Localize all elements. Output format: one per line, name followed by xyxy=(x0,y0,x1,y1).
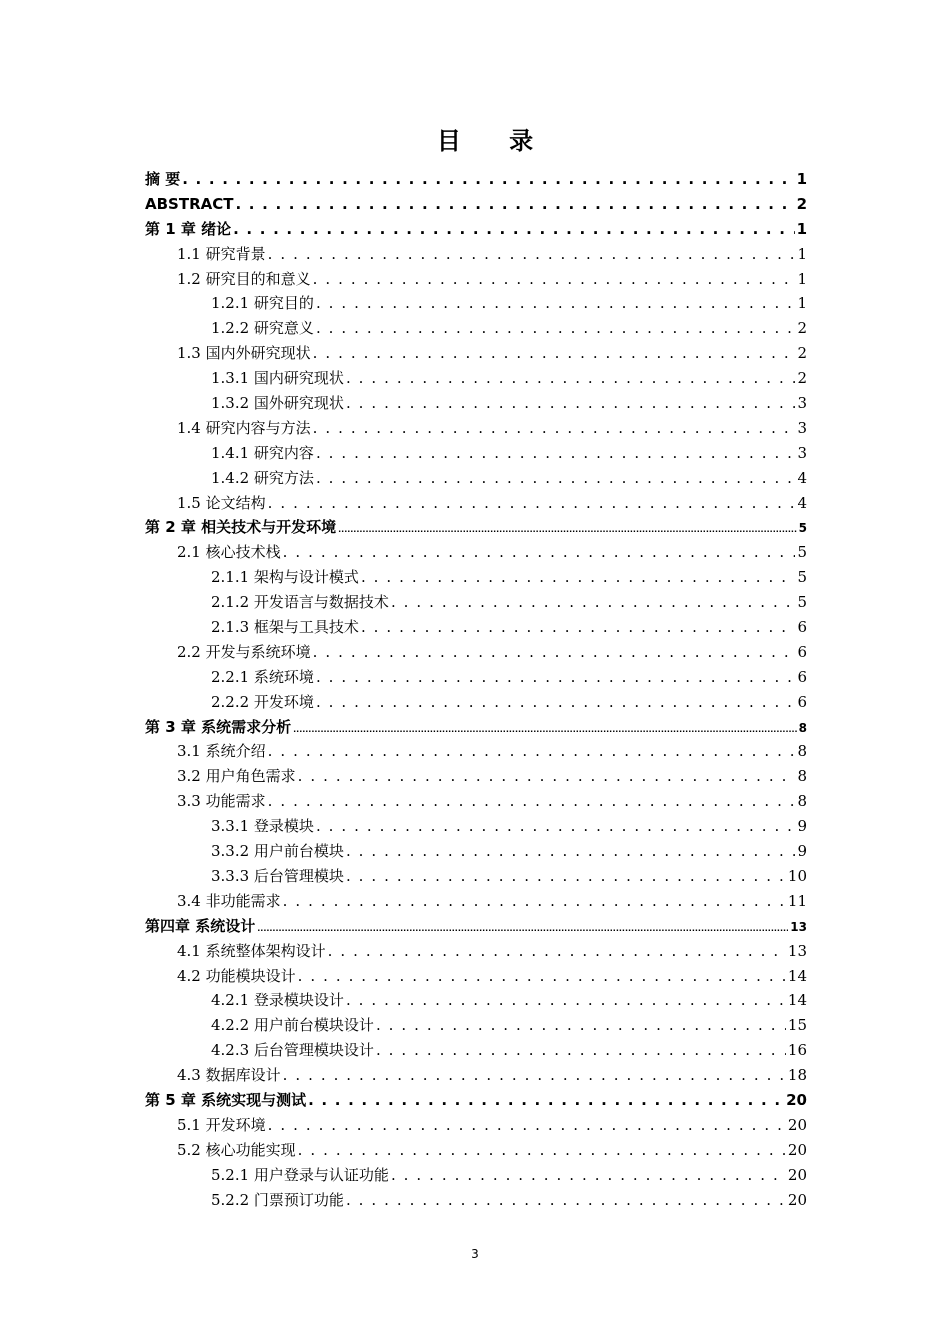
toc-entry-label: 第 1 章 绪论 xyxy=(145,219,232,238)
toc-entry[interactable] xyxy=(145,864,807,889)
toc-entry[interactable] xyxy=(145,814,807,839)
toc-entry[interactable] xyxy=(145,441,807,466)
toc-entry-label: 5.1 开发环境 xyxy=(177,1115,266,1134)
toc-entry-page: 6 xyxy=(797,667,807,686)
toc-entry-page: 10 xyxy=(787,866,807,885)
toc-leader-dots xyxy=(316,814,796,839)
toc-entry-page: 1 xyxy=(797,294,807,313)
toc-leader-dots xyxy=(346,864,786,889)
toc-entry-page: 11 xyxy=(787,891,807,910)
toc-entry[interactable] xyxy=(145,665,807,690)
toc-entry-label: 4.2.1 登录模块设计 xyxy=(211,991,344,1010)
toc-entry[interactable] xyxy=(145,1163,807,1188)
toc-entry[interactable] xyxy=(145,988,807,1013)
toc-entry-page: 14 xyxy=(787,991,807,1010)
toc-entry-label: 1.4 研究内容与方法 xyxy=(177,418,311,437)
toc-entry[interactable] xyxy=(145,1113,807,1138)
toc-entry-label: ABSTRACT xyxy=(145,194,234,213)
toc-entry-page: 2 xyxy=(797,369,807,388)
toc-entry-page: 8 xyxy=(797,792,807,811)
toc-entry[interactable] xyxy=(145,416,807,441)
toc-leader-dots xyxy=(283,889,786,914)
toc-entry-page: 3 xyxy=(797,394,807,413)
toc-leader-dots xyxy=(391,590,796,615)
toc-entry-label: 4.1 系统整体架构设计 xyxy=(177,941,326,960)
toc-entry-label: 3.1 系统介绍 xyxy=(177,742,266,761)
toc-entry-label: 4.2.2 用户前台模块设计 xyxy=(211,1016,374,1035)
toc-entry[interactable] xyxy=(145,1188,807,1213)
toc-entry-label: 2.1.2 开发语言与数据技术 xyxy=(211,593,389,612)
toc-entry[interactable] xyxy=(145,242,807,267)
toc-leader-dots xyxy=(338,515,797,540)
toc-entry[interactable] xyxy=(145,217,807,242)
toc-entry[interactable] xyxy=(145,739,807,764)
toc-entry-label: 1.2 研究目的和意义 xyxy=(177,269,311,288)
toc-entry-label: 2.2 开发与系统环境 xyxy=(177,642,311,661)
toc-entry-page: 13 xyxy=(790,919,807,934)
toc-leader-dots xyxy=(391,1163,786,1188)
toc-entry-page: 9 xyxy=(797,817,807,836)
toc-entry-page: 2 xyxy=(797,344,807,363)
toc-entry-label: 1.3 国内外研究现状 xyxy=(177,344,311,363)
toc-entry-label: 1.2.2 研究意义 xyxy=(211,319,314,338)
toc-entry-page: 1 xyxy=(797,269,807,288)
toc-entry-label: 3.3.3 后台管理模块 xyxy=(211,866,344,885)
toc-entry[interactable] xyxy=(145,764,807,789)
toc-entry[interactable] xyxy=(145,540,807,565)
toc-entry[interactable] xyxy=(145,1063,807,1088)
toc-entry-label: 3.3.1 登录模块 xyxy=(211,817,314,836)
toc-entry[interactable] xyxy=(145,366,807,391)
toc-entry[interactable] xyxy=(145,839,807,864)
toc-entry[interactable] xyxy=(145,914,807,939)
toc-entry[interactable] xyxy=(145,964,807,989)
toc-entry-page: 1 xyxy=(796,219,807,238)
toc-entry-label: 2.2.1 系统环境 xyxy=(211,667,314,686)
toc-leader-dots xyxy=(316,316,796,341)
toc-entry-label: 2.1 核心技术栈 xyxy=(177,543,281,562)
toc-leader-dots xyxy=(182,167,794,192)
toc-entry-label: 5.2 核心功能实现 xyxy=(177,1140,296,1159)
toc-entry-page: 3 xyxy=(797,418,807,437)
toc-title: 目 录 xyxy=(436,127,554,155)
toc-entry[interactable] xyxy=(145,341,807,366)
toc-entry-page: 1 xyxy=(796,170,807,188)
toc-leader-dots xyxy=(268,242,796,267)
toc-entry-label: 4.2 功能模块设计 xyxy=(177,966,296,985)
toc-entry-page: 20 xyxy=(787,1165,807,1184)
toc-entry-page: 5 xyxy=(797,593,807,612)
toc-entry[interactable] xyxy=(145,391,807,416)
toc-leader-dots xyxy=(313,416,796,441)
toc-entry-label: 4.2.3 后台管理模块设计 xyxy=(211,1041,374,1060)
toc-leader-dots xyxy=(316,291,796,316)
toc-leader-dots xyxy=(298,964,786,989)
toc-entry[interactable] xyxy=(145,167,807,192)
page-number: 3 xyxy=(471,1247,479,1261)
toc-entry[interactable] xyxy=(145,192,807,217)
toc-entry-label: 3.2 用户角色需求 xyxy=(177,767,296,786)
toc-entry[interactable] xyxy=(145,1013,807,1038)
toc-leader-dots xyxy=(313,267,796,292)
toc-entry[interactable] xyxy=(145,291,807,316)
toc-entry-page: 2 xyxy=(796,194,807,213)
toc-entry-label: 5.2.1 用户登录与认证功能 xyxy=(211,1165,389,1184)
table-of-contents xyxy=(145,167,807,1212)
toc-leader-dots xyxy=(268,789,796,814)
toc-entry-label: 2.1.1 架构与设计模式 xyxy=(211,568,359,587)
toc-leader-dots xyxy=(283,540,796,565)
toc-entry-page: 4 xyxy=(797,493,807,512)
toc-entry-label: 3.3 功能需求 xyxy=(177,792,266,811)
toc-entry-label: 2.2.2 开发环境 xyxy=(211,692,314,711)
toc-entry-label: 1.2.1 研究目的 xyxy=(211,294,314,313)
toc-leader-dots xyxy=(313,640,796,665)
toc-leader-dots xyxy=(361,565,796,590)
toc-entry-label: 摘 要 xyxy=(145,170,181,188)
toc-entry[interactable] xyxy=(145,1138,807,1163)
toc-leader-dots xyxy=(283,1063,786,1088)
toc-leader-dots xyxy=(346,1188,786,1213)
toc-leader-dots xyxy=(268,491,796,516)
toc-entry-page: 14 xyxy=(787,966,807,985)
toc-entry-page: 16 xyxy=(787,1041,807,1060)
toc-entry-label: 3.4 非功能需求 xyxy=(177,891,281,910)
toc-entry-label: 1.4.1 研究内容 xyxy=(211,443,314,462)
toc-entry-page: 4 xyxy=(797,468,807,487)
toc-entry-label: 5.2.2 门票预订功能 xyxy=(211,1190,344,1209)
toc-leader-dots xyxy=(308,1088,784,1113)
toc-entry[interactable] xyxy=(145,267,807,292)
toc-entry[interactable] xyxy=(145,565,807,590)
toc-entry-label: 第 5 章 系统实现与测试 xyxy=(145,1090,307,1109)
toc-entry-page: 18 xyxy=(787,1066,807,1085)
toc-leader-dots xyxy=(298,764,796,789)
toc-entry-page: 20 xyxy=(787,1190,807,1209)
toc-entry-page: 1 xyxy=(797,244,807,263)
toc-entry-page: 5 xyxy=(797,568,807,587)
toc-leader-dots xyxy=(316,690,796,715)
toc-entry-label: 2.1.3 框架与工具技术 xyxy=(211,618,359,637)
toc-entry-label: 第 2 章 相关技术与开发环境 xyxy=(145,518,337,537)
toc-entry-page: 8 xyxy=(797,767,807,786)
toc-entry[interactable] xyxy=(145,515,807,540)
toc-entry-page: 20 xyxy=(787,1140,807,1159)
toc-entry[interactable] xyxy=(145,1038,807,1063)
toc-entry-label: 1.5 论文结构 xyxy=(177,493,266,512)
toc-entry[interactable] xyxy=(145,889,807,914)
toc-entry[interactable] xyxy=(145,789,807,814)
toc-entry-page: 8 xyxy=(797,742,807,761)
toc-entry-page: 6 xyxy=(797,618,807,637)
toc-leader-dots xyxy=(346,839,796,864)
toc-entry-page: 6 xyxy=(797,642,807,661)
toc-entry-page: 3 xyxy=(797,443,807,462)
toc-entry-label: 4.3 数据库设计 xyxy=(177,1066,281,1085)
toc-entry[interactable] xyxy=(145,1088,807,1113)
toc-entry[interactable] xyxy=(145,615,807,640)
toc-entry-label: 1.1 研究背景 xyxy=(177,244,266,263)
toc-entry-label: 1.3.2 国外研究现状 xyxy=(211,394,344,413)
toc-leader-dots xyxy=(298,1138,786,1163)
toc-entry[interactable] xyxy=(145,491,807,516)
toc-entry-page: 13 xyxy=(787,941,807,960)
toc-entry[interactable] xyxy=(145,715,807,740)
toc-leader-dots xyxy=(376,1038,786,1063)
toc-leader-dots xyxy=(346,366,796,391)
toc-leader-dots xyxy=(268,739,796,764)
toc-leader-dots xyxy=(316,441,796,466)
toc-leader-dots xyxy=(235,192,794,217)
toc-leader-dots xyxy=(313,341,796,366)
toc-entry-page: 20 xyxy=(786,1090,807,1109)
toc-entry-label: 第 3 章 系统需求分析 xyxy=(145,717,292,736)
toc-entry-label: 3.3.2 用户前台模块 xyxy=(211,842,344,861)
toc-entry-page: 5 xyxy=(798,521,807,536)
toc-leader-dots xyxy=(376,1013,786,1038)
toc-entry[interactable] xyxy=(145,690,807,715)
toc-leader-dots xyxy=(268,1113,786,1138)
toc-entry-page: 20 xyxy=(787,1115,807,1134)
toc-leader-dots xyxy=(257,914,788,939)
toc-leader-dots xyxy=(346,988,786,1013)
toc-leader-dots xyxy=(328,939,786,964)
toc-leader-dots xyxy=(316,665,796,690)
toc-leader-dots xyxy=(361,615,796,640)
toc-entry[interactable] xyxy=(145,939,807,964)
toc-leader-dots xyxy=(346,391,796,416)
toc-entry-label: 第四章 系统设计 xyxy=(145,916,256,935)
toc-entry[interactable] xyxy=(145,590,807,615)
toc-entry-page: 15 xyxy=(787,1016,807,1035)
toc-leader-dots xyxy=(293,715,797,740)
toc-leader-dots xyxy=(316,466,796,491)
toc-entry[interactable] xyxy=(145,466,807,491)
toc-leader-dots xyxy=(233,217,794,242)
toc-entry-page: 6 xyxy=(797,692,807,711)
toc-entry-label: 1.3.1 国内研究现状 xyxy=(211,369,344,388)
toc-entry-page: 5 xyxy=(797,543,807,562)
toc-entry[interactable] xyxy=(145,640,807,665)
toc-entry-page: 8 xyxy=(798,720,807,735)
toc-entry-page: 2 xyxy=(797,319,807,338)
toc-entry-label: 1.4.2 研究方法 xyxy=(211,468,314,487)
toc-entry[interactable] xyxy=(145,316,807,341)
toc-entry-page: 9 xyxy=(797,842,807,861)
